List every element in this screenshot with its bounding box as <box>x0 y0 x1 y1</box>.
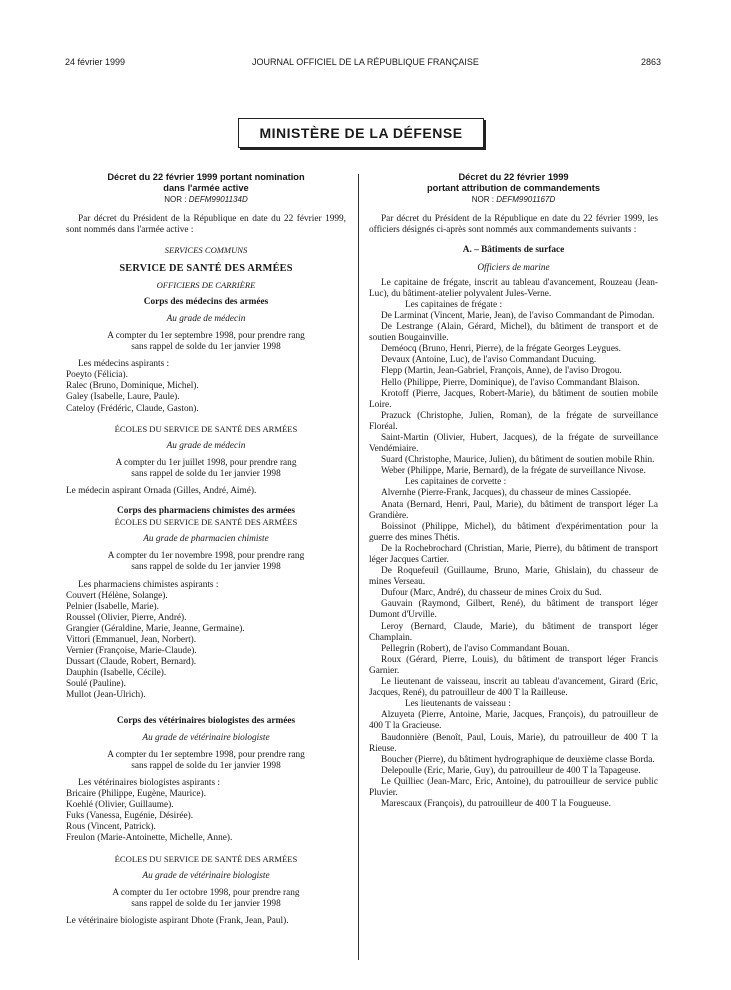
list-item: Deméocq (Bruno, Henri, Pierre), de la frégate Georges Leygues. <box>381 344 621 355</box>
single-appointment: Le vétérinaire biologiste aspirant Dhote (Frank, Jean, Paul). <box>66 915 289 926</box>
effective-date: A compter du 1er juillet 1998, pour prendre rang <box>115 457 297 468</box>
list-item: Weber (Philippe, Marie, Bernard), de la frégate de surveillance Nivose. <box>381 466 646 477</box>
section-a-heading: A. – Bâtiments de surface <box>462 245 565 256</box>
grade-heading: Au grade de vétérinaire biologiste <box>142 732 270 743</box>
group-label: Les capitaines de frégate : <box>405 299 503 310</box>
decree-intro: Par décret du Président de la République en date du 22 février 1999, sont nommés dans l'armée active : <box>66 214 346 236</box>
list-item: Roussel (Olivier, Pierre, André). <box>66 612 187 623</box>
list-item: Fuks (Vanessa, Eugénie, Désirée). <box>66 811 194 822</box>
list-item: Cateloy (Frédéric, Claude, Gaston). <box>66 403 199 414</box>
list-item: Delepoulle (Eric, Marie, Guy), du patrouilleur de 400 T la Tapageuse. <box>381 765 641 776</box>
list-item: Galey (Isabelle, Laure, Paule). <box>66 392 180 403</box>
corps-heading: Corps des pharmaciens chimistes des armées <box>117 506 295 517</box>
effective-date-cont: sans rappel de solde du 1er janvier 1998 <box>131 468 281 479</box>
header-date: 24 février 1999 <box>65 57 126 67</box>
single-appointment: Le médecin aspirant Ornada (Gilles, André, Aimé). <box>66 485 257 496</box>
list-item: De Roquefeuil (Guillaume, Bruno, Marie, Ghislain), du chasseur de mines Verseau. <box>369 566 658 588</box>
list-item: Alvernhe (Pierre-Frank, Jacques), du chasseur de mines Cassiopée. <box>381 488 631 499</box>
list-item: Le capitaine de frégate, inscrit au tableau d'avancement, Rouzeau (Jean-Luc), du bâtiment-atelier polyvalent Jules-Verne. <box>369 277 658 299</box>
list-item: De Lestrange (Alain, Gérard, Michel), du bâtiment de transport et de soutien Bougainville. <box>369 322 658 344</box>
nor-reference: NOR : DEFM9901167D <box>471 195 556 205</box>
list-item: Le Quilliec (Jean-Marc, Eric, Antoine), du patrouilleur de service public Pluvier. <box>369 776 658 798</box>
effective-date: A compter du 1er novembre 1998, pour prendre rang <box>107 551 305 562</box>
name-list <box>66 789 346 844</box>
list-item: Le lieutenant de vaisseau, inscrit au tableau d'avancement, Girard (Eric, Jacques, René), du patrouilleur de 400 T la Railleuse. <box>369 677 658 699</box>
list-item: Soulé (Pauline). <box>66 679 126 690</box>
list-item: Prazuck (Christophe, Julien, Roman), de la frégate de surveillance Floréal. <box>369 410 658 432</box>
list-item: Flepp (Martin, Jean-Gabriel, François, Anne), de l'aviso Drogou. <box>381 366 622 377</box>
name-list <box>66 591 346 702</box>
list-item: Pelnier (Isabelle, Marie). <box>66 601 159 612</box>
group-label: Les pharmaciens chimistes aspirants : <box>78 579 219 590</box>
list-item: De la Rochebrochard (Christian, Marie, Pierre), du bâtiment de transport léger Jacques Cartier. <box>369 543 658 565</box>
group-label: Les vétérinaires biologistes aspirants : <box>78 777 220 788</box>
list-item: Devaux (Antoine, Luc), de l'aviso Commandant Ducuing. <box>381 355 597 366</box>
corps-heading: Corps des vétérinaires biologistes des armées <box>116 715 296 726</box>
right-column <box>369 172 658 810</box>
list-item: Gauvain (Raymond, Gilbert, René), du bâtiment de transport léger Dumont d'Urville. <box>369 599 658 621</box>
list-item: Mullot (Jean-Ulrich). <box>66 690 146 701</box>
effective-date: A compter du 1er septembre 1998, pour prendre rang <box>107 749 305 760</box>
decree-title: Décret du 22 février 1999 <box>458 172 569 182</box>
nor-reference: NOR : DEFM9901134D <box>164 195 248 205</box>
service-heading: SERVICE DE SANTÉ DES ARMÉES <box>119 262 293 274</box>
list-item: Boissinot (Philippe, Michel), du bâtiment d'expérimentation pour la guerre des mines Thétis. <box>369 521 658 543</box>
list-item: Rous (Vincent, Patrick). <box>66 822 156 833</box>
grade-heading: Au grade de médecin <box>166 313 246 324</box>
decree-title-cont: portant attribution de commandements <box>426 183 601 194</box>
page-number: 2863 <box>640 57 661 67</box>
officers-heading: OFFICIERS DE CARRIÈRE <box>156 279 256 290</box>
list-item: Roux (Gérard, Pierre, Louis), du bâtiment de transport léger Francis Garnier. <box>369 654 658 676</box>
officers-heading: Officiers de marine <box>477 262 550 273</box>
effective-date-cont: sans rappel de solde du 1er janvier 1998 <box>131 760 281 771</box>
grade-heading: Au grade de médecin <box>166 440 246 451</box>
grade-heading: Au grade de vétérinaire biologiste <box>142 870 270 881</box>
list-item: Poeyto (Félicia). <box>66 370 128 381</box>
list-item: Koehlé (Olivier, Guillaume). <box>66 800 174 811</box>
decree-title: Décret du 22 février 1999 portant nomination <box>107 172 305 182</box>
list-item: Marescaux (François), du patrouilleur de 400 T la Fougueuse. <box>381 799 611 810</box>
group-label: Les capitaines de corvette : <box>405 477 507 488</box>
appointment-list <box>369 278 658 811</box>
corps-heading: Corps des médecins des armées <box>143 296 269 307</box>
list-item: Krotoff (Pierre, Jacques, Robert-Marie), du bâtiment de soutien mobile Loire. <box>369 388 658 410</box>
list-item: Saint-Martin (Olivier, Hubert, Jacques), de la frégate de surveillance Vendémiaire. <box>369 432 658 455</box>
schools-heading: ÉCOLES DU SERVICE DE SANTÉ DES ARMÉES <box>114 517 298 528</box>
list-item: Hello (Philippe, Pierre, Dominique), de l'aviso Commandant Blaison. <box>381 377 640 388</box>
decree-intro: Par décret du Président de la République en date du 22 février 1999, les officiers désignés ci-après sont nommés aux commandements suivants : <box>369 214 658 236</box>
list-item: Pellegrin (Robert), de l'aviso Commandant Bouan. <box>381 643 570 654</box>
effective-date-cont: sans rappel de solde du 1er janvier 1998 <box>131 562 281 573</box>
effective-date: A compter du 1er octobre 1998, pour prendre rang <box>112 887 300 898</box>
effective-date: A compter du 1er septembre 1998, pour prendre rang <box>107 330 305 341</box>
list-item: Alzuyeta (Pierre, Antoine, Marie, Jacques, François), du patrouilleur de 400 T la Gracieuse. <box>369 710 658 732</box>
list-item: Suard (Christophe, Maurice, Julien), du bâtiment de soutien mobile Rhin. <box>381 455 655 466</box>
group-label: Les lieutenants de vaisseau : <box>405 699 511 710</box>
name-list <box>66 370 346 414</box>
list-item: Dussart (Claude, Robert, Bernard). <box>66 657 197 668</box>
grade-heading: Au grade de pharmacien chimiste <box>143 534 269 545</box>
ministry-box <box>238 118 484 148</box>
list-item: Dauphin (Isabelle, Cécile). <box>66 668 167 679</box>
left-column <box>66 172 346 927</box>
effective-date-cont: sans rappel de solde du 1er janvier 1998 <box>131 898 281 909</box>
effective-date-cont: sans rappel de solde du 1er janvier 1998 <box>131 342 281 353</box>
list-item: Bricaire (Philippe, Eugène, Maurice). <box>66 789 206 800</box>
journal-title: JOURNAL OFFICIEL DE LA RÉPUBLIQUE FRANÇAISE <box>252 57 479 67</box>
ministry-title: MINISTÈRE DE LA DÉFENSE <box>259 125 463 141</box>
list-item: Leroy (Bernard, Claude, Marie), du bâtiment de transport léger Champlain. <box>369 621 658 643</box>
list-item: Dufour (Marc, André), du chasseur de mines Croix du Sud. <box>381 588 602 599</box>
schools-heading: ÉCOLES DU SERVICE DE SANTÉ DES ARMÉES <box>114 423 298 434</box>
schools-heading: ÉCOLES DU SERVICE DE SANTÉ DES ARMÉES <box>114 853 298 864</box>
list-item: Vernier (Françoise, Marie-Claude). <box>66 646 197 657</box>
section-heading: SERVICES COMMUNS <box>164 245 248 256</box>
list-item: Ralec (Bruno, Dominique, Michel). <box>66 381 199 392</box>
list-item: De Larminat (Vincent, Marie, Jean), de l'aviso Commandant de Pimodan. <box>381 310 655 321</box>
list-item: Boucher (Pierre), du bâtiment hydrographique de deuxième classe Borda. <box>381 754 655 765</box>
list-item: Couvert (Hélène, Solange). <box>66 590 168 601</box>
list-item: Grangier (Géraldine, Marie, Jeanne, Germaine). <box>66 623 245 634</box>
list-item: Baudonnière (Benoît, Paul, Louis, Marie), du patrouilleur de 400 T la Rieuse. <box>369 732 658 754</box>
column-divider <box>358 174 359 960</box>
list-item: Vittori (Emmanuel, Jean, Norbert). <box>66 635 197 645</box>
decree-title-cont: dans l'armée active <box>163 183 249 194</box>
list-item: Freulon (Marie-Antoinette, Michelle, Anne). <box>66 833 233 844</box>
list-item: Anata (Bernard, Henri, Paul, Marie), du bâtiment de transport léger La Grandière. <box>369 499 658 521</box>
group-label: Les médecins aspirants : <box>78 359 170 370</box>
